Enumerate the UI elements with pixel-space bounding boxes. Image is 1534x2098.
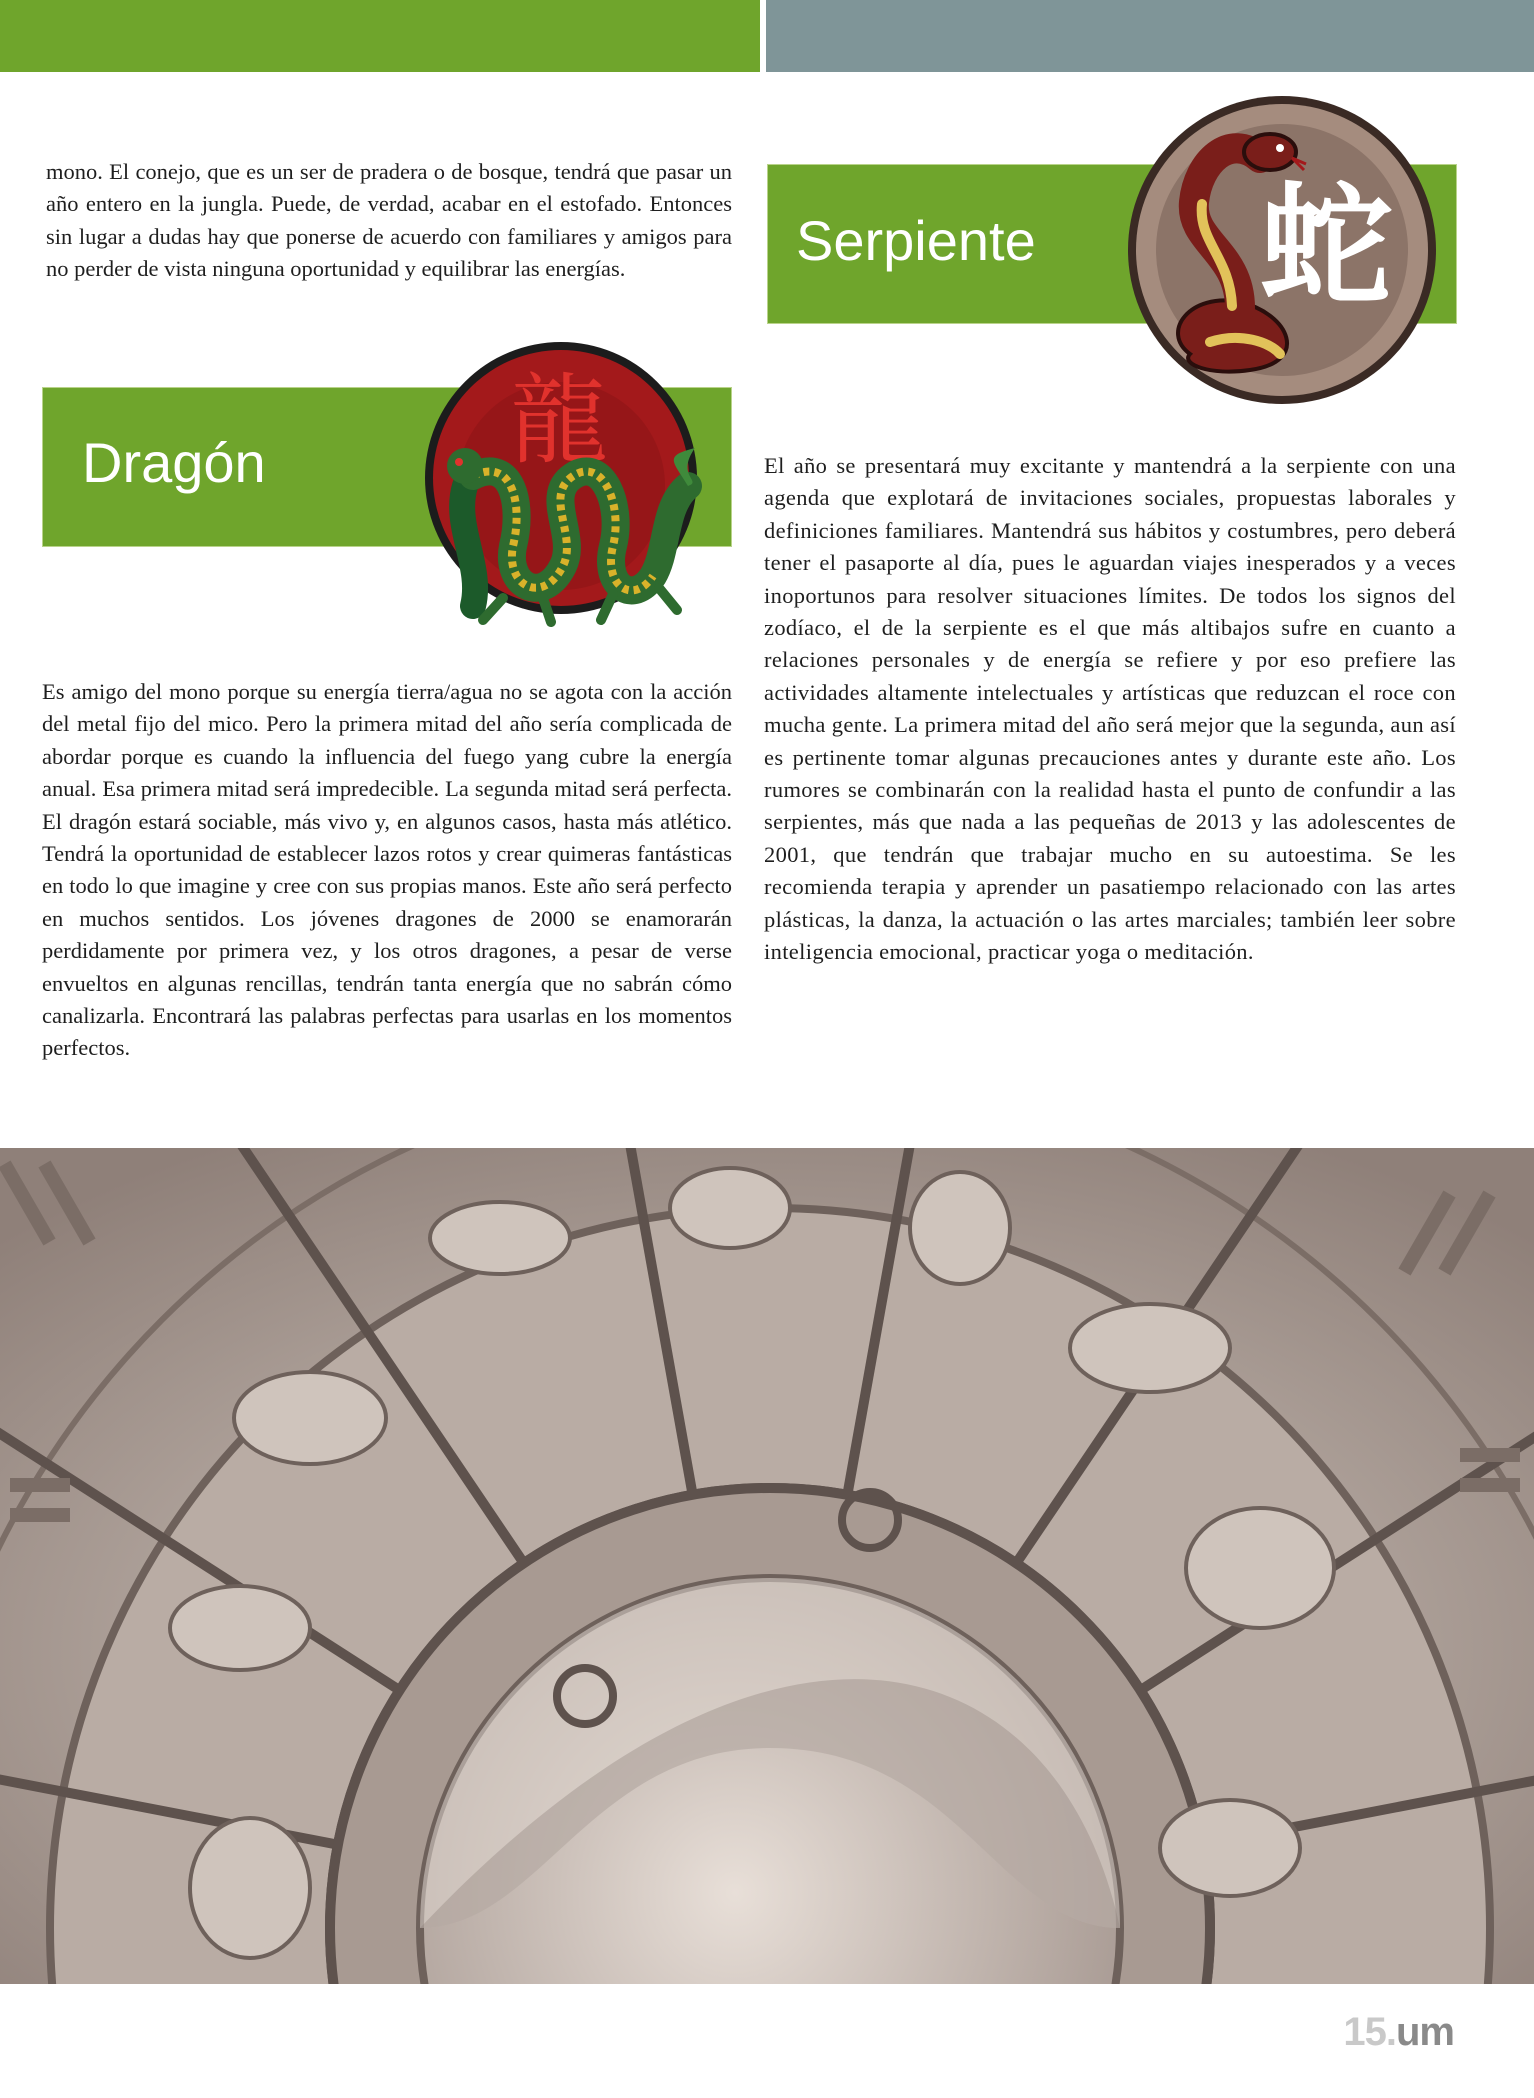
page-number-value: 15. (1343, 2010, 1396, 2054)
dragon-text: Es amigo del mono porque su energía tierra/agua no se agota con la acción del metal fijo del mico. Pero la primera mitad del año sería complicada de abordar porque es cuando la influencia del fuego yang cubre la energía anual. Esa primera mitad será impredecible. La segunda mitad será perfecta. El dragón estará sociable, más vivo y, en algunos casos, hasta más atlético. Tendrá la oportunidad de establecer lazos rotos y crear quimeras fantásticas en todo lo que imagine y cree con sus propias manos. Este año será perfecto en muchos sentidos. Los jóvenes dragones de 2000 se enamorarán perdidamente por primera vez, y los otros dragones, a pesar de verse envueltos en algunas rencillas, tendrán tanta energía que no sabrán cómo canalizarla. Encontrará las palabras perfectas para usarlas en los momentos perfectos. (42, 679, 732, 1061)
dragon-paragraph (42, 676, 732, 1065)
serpent-paragraph (764, 450, 1456, 969)
zodiac-wheel-image (0, 1148, 1534, 1984)
top-bar-green (0, 0, 760, 72)
page-number (1343, 2010, 1454, 2055)
intro-text: mono. El conejo, que es un ser de pradera o de bosque, tendrá que pasar un año entero en la jungla. Puede, de verdad, acabar en el estofado. Entonces sin lugar a dudas hay que ponerse de acuerdo con familiares y amigos para no perder de vista ninguna oportunidad y equilibrar las energías. (46, 159, 732, 282)
brand-mark: um (1396, 2010, 1454, 2054)
dragon-glyph: 龍 (509, 364, 609, 478)
dragon-title: Dragón (82, 431, 266, 494)
zodiac-wheel-photo (0, 1148, 1534, 1984)
serpent-emblem-icon (1120, 92, 1438, 408)
top-bar-gray (766, 0, 1534, 72)
serpent-glyph: 蛇 (1260, 170, 1392, 324)
serpent-title: Serpiente (796, 209, 1036, 272)
intro-paragraph (46, 156, 732, 286)
dragon-emblem-icon (413, 336, 705, 646)
serpent-text: El año se presentará muy excitante y mantendrá a la serpiente con una agenda que explotará de invitaciones sociales, propuestas laborales y definiciones familiares. Mantendrá sus hábitos y costumbres, pero deberá tener el pasaporte al día, pues le aguardan viajes inesperados y a veces inoportunos para resolver situaciones límites. De todos los signos del zodíaco, el de la serpiente es el que más altibajos sufre en cuanto a relaciones personales y de energía se refiere y por eso prefiere las actividades altamente intelectuales y artísticas que reduzcan el roce con mucha gente. La primera mitad del año será mejor que la segunda, aun así es pertinente tomar algunas precauciones antes y durante este año. Los rumores se combinarán con la realidad hasta el punto de confundir a las serpientes, más que nada a las pequeñas de 2013 y las adolescentes de 2001, que tendrán que trabajar mucho en su autoestima. Se les recomienda terapia y aprender un pasatiempo relacionado con las artes plásticas, la danza, la actuación o las artes marciales; también leer sobre inteligencia emocional, practicar yoga o meditación. (764, 453, 1456, 965)
